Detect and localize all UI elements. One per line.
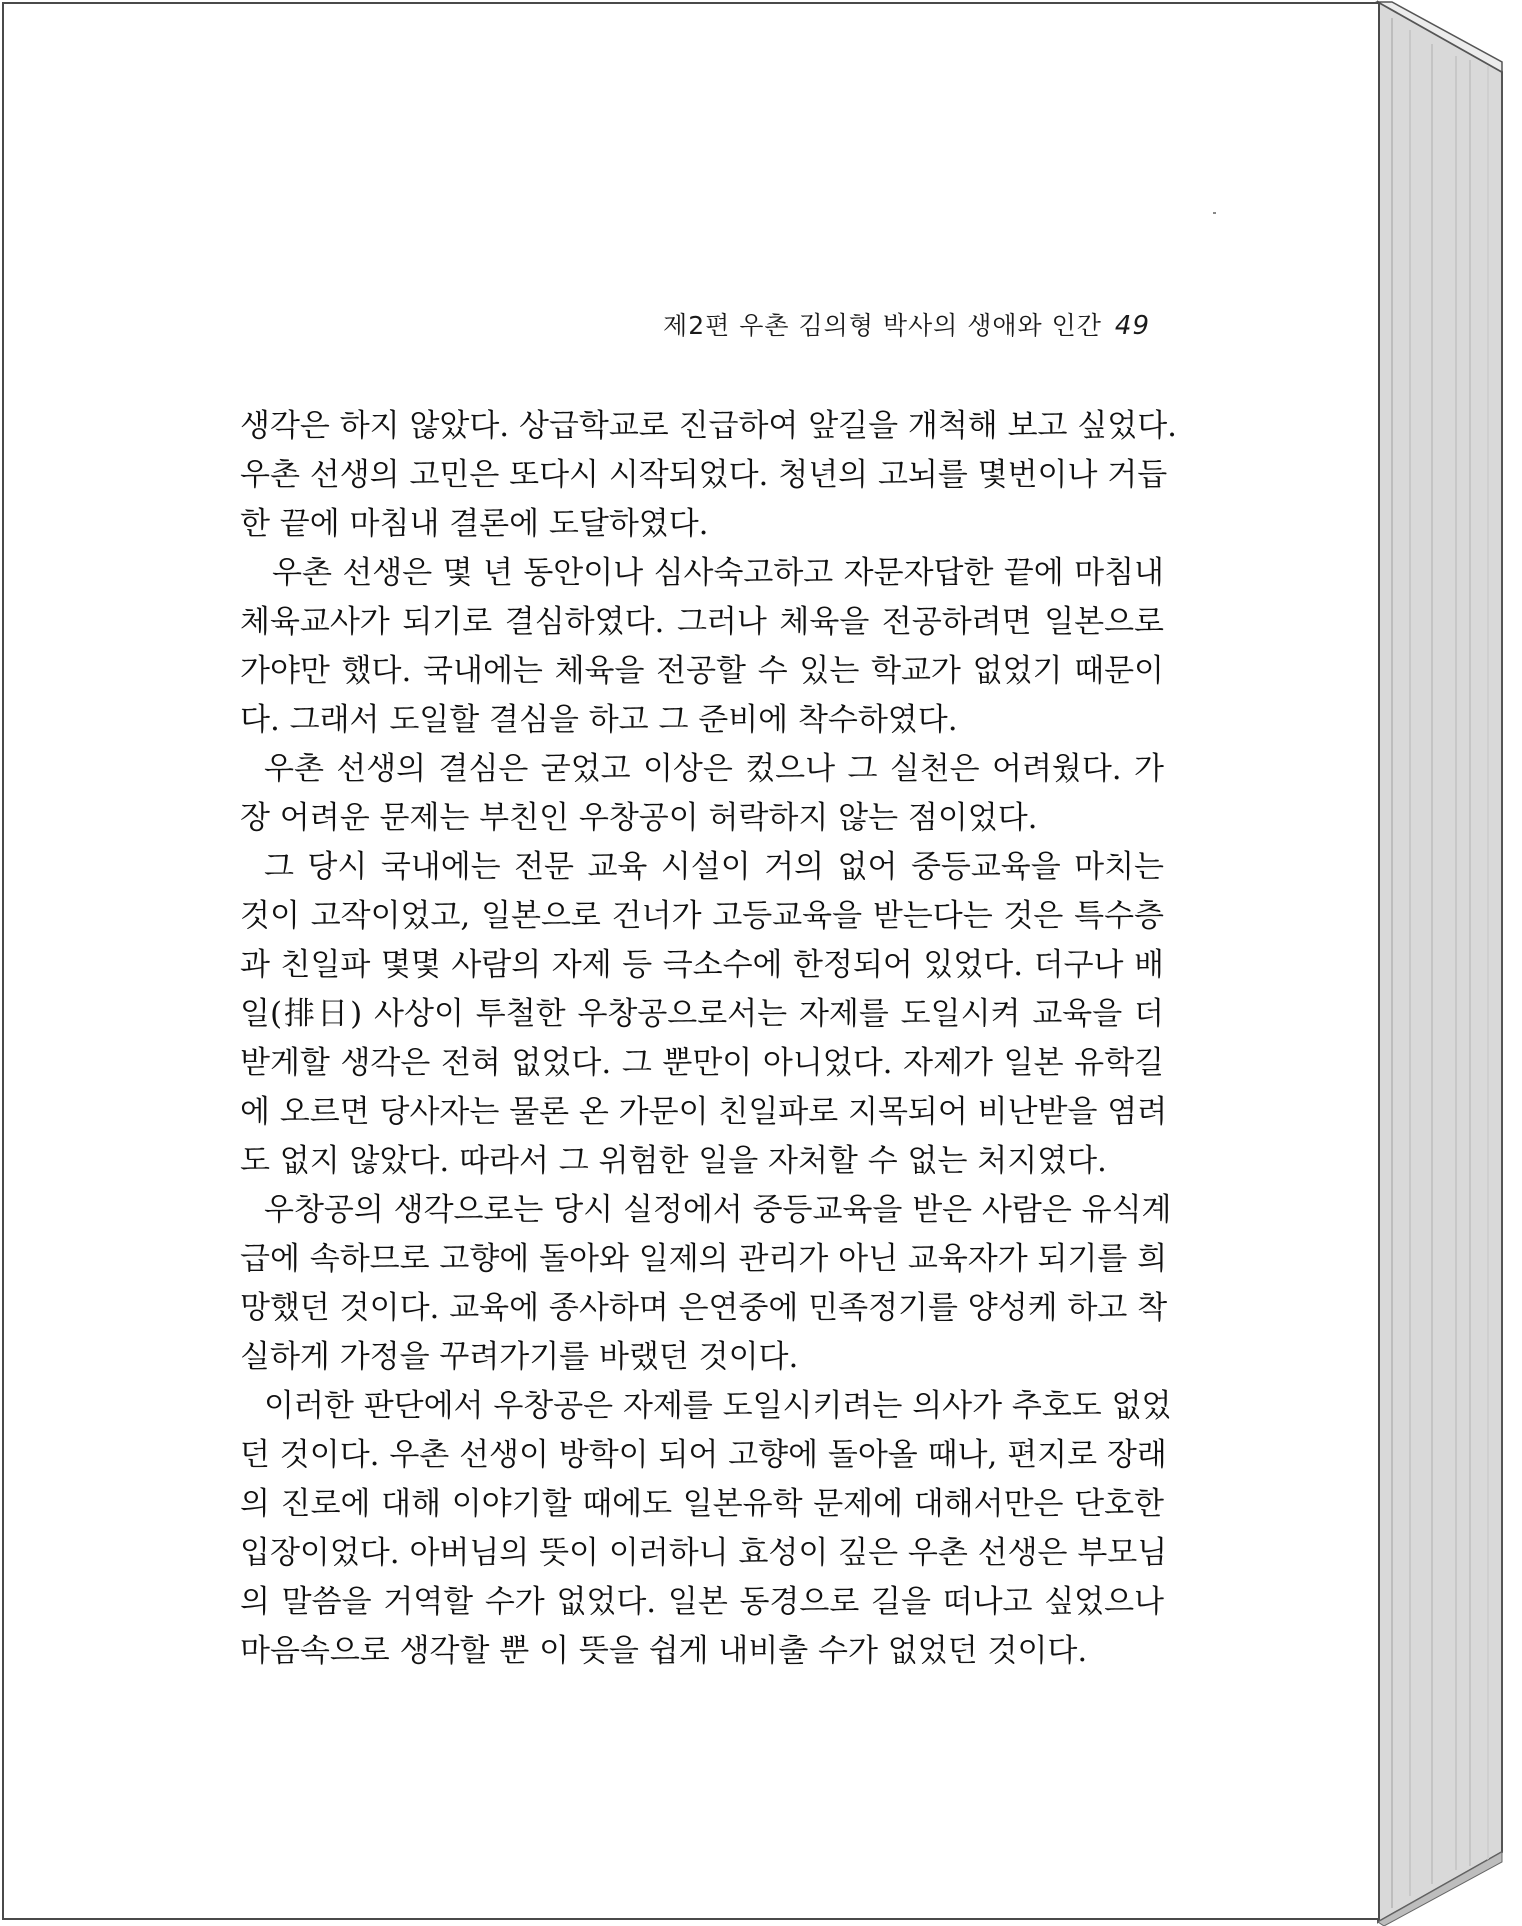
text-line: 의 진로에 대해 이야기할 때에도 일본유학 문제에 대해서만은 단호한 bbox=[240, 1486, 1164, 1522]
text-line: 가야만 했다. 국내에는 체육을 전공할 수 있는 학교가 없었기 때문이 bbox=[240, 653, 1164, 689]
text-line: 우창공의 생각으로는 당시 실정에서 중등교육을 받은 사람은 유식계 bbox=[264, 1192, 1172, 1228]
text-line: 의 말씀을 거역할 수가 없었다. 일본 동경으로 길을 떠나고 싶었으나 bbox=[240, 1584, 1164, 1620]
text-line: 그 당시 국내에는 전문 교육 시설이 거의 없어 중등교육을 마치는 bbox=[264, 849, 1164, 885]
text-line: 망했던 것이다. 교육에 종사하며 은연중에 민족정기를 양성케 하고 착 bbox=[240, 1290, 1168, 1326]
running-title: 제2편 우촌 김의형 박사의 생애와 인간 bbox=[663, 311, 1102, 340]
text-line: 일(排日) 사상이 투철한 우창공으로서는 자제를 도일시켜 교육을 더 bbox=[240, 996, 1164, 1032]
text-line: 것이 고작이었고, 일본으로 건너가 고등교육을 받는다는 것은 특수층 bbox=[240, 898, 1164, 934]
text-line: 체육교사가 되기로 결심하였다. 그러나 체육을 전공하려면 일본으로 bbox=[240, 604, 1164, 640]
text-line: 우촌 선생은 몇 년 동안이나 심사숙고하고 자문자답한 끝에 마침내 bbox=[272, 555, 1164, 591]
text-line: 한 끝에 마침내 결론에 도달하였다. bbox=[240, 506, 709, 542]
text-line: 이러한 판단에서 우창공은 자제를 도일시키려는 의사가 추호도 없었 bbox=[264, 1388, 1172, 1424]
text-line: 급에 속하므로 고향에 돌아와 일제의 관리가 아닌 교육자가 되기를 희 bbox=[240, 1241, 1168, 1277]
text-line: 받게할 생각은 전혀 없었다. 그 뿐만이 아니었다. 자제가 일본 유학길 bbox=[240, 1045, 1164, 1081]
text-line: 과 친일파 몇몇 사람의 자제 등 극소수에 한정되어 있었다. 더구나 배 bbox=[240, 947, 1164, 983]
text-line: 우촌 선생의 결심은 굳었고 이상은 컸으나 그 실천은 어려웠다. 가 bbox=[264, 751, 1164, 787]
body-text bbox=[240, 402, 1178, 1676]
page-number: 49 bbox=[1114, 311, 1150, 341]
text-line: 장 어려운 문제는 부친인 우창공이 허락하지 않는 점이었다. bbox=[240, 800, 1038, 836]
text-line: 우촌 선생의 고민은 또다시 시작되었다. 청년의 고뇌를 몇번이나 거듭 bbox=[240, 457, 1168, 493]
text-line: 도 없지 않았다. 따라서 그 위험한 일을 자처할 수 없는 처지였다. bbox=[240, 1143, 1107, 1179]
text-line: 입장이었다. 아버님의 뜻이 이러하니 효성이 깊은 우촌 선생은 부모님 bbox=[240, 1535, 1168, 1571]
text-line: 실하게 가정을 꾸려가기를 바랬던 것이다. bbox=[240, 1339, 799, 1375]
text-line: 던 것이다. 우촌 선생이 방학이 되어 고향에 돌아올 때나, 편지로 장래 bbox=[240, 1437, 1167, 1473]
text-line: 생각은 하지 않았다. 상급학교로 진급하여 앞길을 개척해 보고 싶었다. bbox=[240, 408, 1178, 444]
text-line: 에 오르면 당사자는 물론 온 가문이 친일파로 지목되어 비난받을 염려 bbox=[240, 1094, 1168, 1130]
text-line: 다. 그래서 도일할 결심을 하고 그 준비에 착수하였다. bbox=[240, 702, 958, 738]
scan-speck bbox=[1213, 212, 1216, 214]
text-line: 마음속으로 생각할 뿐 이 뜻을 쉽게 내비출 수가 없었던 것이다. bbox=[240, 1633, 1088, 1669]
running-header bbox=[663, 306, 1150, 342]
